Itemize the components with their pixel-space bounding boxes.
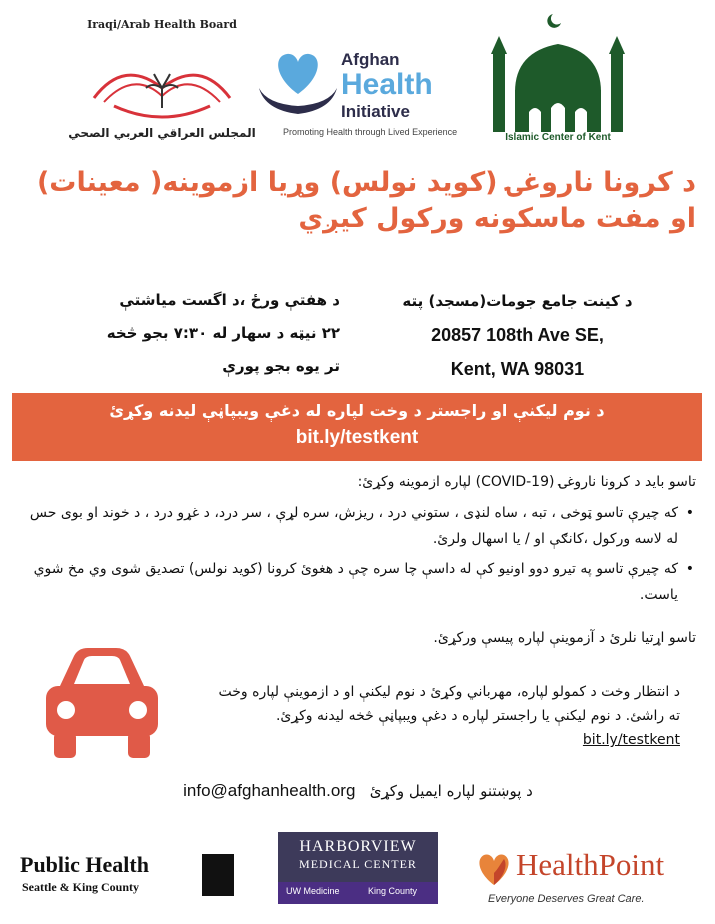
address-line2: Kent, WA 98031 [450,359,585,379]
testing-intro: تاسو باید د کرونا ناروغۍ (COVID-19) لپاره ازموینه وکړئ: [357,474,696,490]
symptom-list [20,500,696,612]
car-icon [40,642,164,766]
heart-palm-icon [84,58,240,122]
afghan-logo-line3: Initiative [341,102,410,121]
healthpoint-logo [474,845,699,915]
public-health-logo [20,852,250,900]
harborview-line4: King County [368,886,418,896]
afghan-logo-line2: Health [341,68,433,101]
islamic-logo-name: Islamic Center of Kent [505,132,611,143]
wait-time-info [205,680,680,752]
iraqi-arab-health-board-logo [62,18,262,148]
harborview-logo [278,832,438,904]
public-health-line1: Public Health [20,852,149,877]
wait-link[interactable]: bit.ly/testkent [582,732,680,748]
iraqi-logo-name: Iraqi/Arab Health Board [87,18,237,31]
healthpoint-name: HealthPoint [516,847,665,882]
date-line1: د هفتې ورځ ،د اگست میاشتې [119,291,340,309]
harborview-line2: MEDICAL CENTER [299,857,417,871]
healthpoint-tagline: Everyone Deserves Great Care. [488,893,645,905]
event-date [20,284,340,383]
afghan-health-initiative-logo [255,48,460,143]
mosque-icon [487,12,629,134]
address-line1: 20857 108th Ave SE, [431,325,604,345]
email-address[interactable]: info@afghanhealth.org [183,781,356,800]
islamic-center-of-kent-logo [487,12,629,149]
wait-text: د انتظار وخت د کمولو لپاره، مهرباني وکړئ د نوم لیکنې او د ازموینې لپاره وخت ته راشئ. د نوم لیکنې یا راجستر لپاره د دغې ویبپاڼې څخه لیدنه وکړئ. [218,684,680,724]
event-location [340,284,695,386]
place-label: د کینت جامع جومات(مسجد) پته [402,292,633,310]
page-title: د کرونا ناروغۍ (کوید نولس) وړیا ازموینه( معینات) او مفت ماسکونه ورکول کیږي [36,167,696,234]
afghan-logo-tagline: Promoting Health through Lived Experience [283,127,458,137]
heart-logo-icon [474,849,514,889]
list-item: • که چیرې تاسو ټوخی ، تبه ، ساه لنډی ، ستوني درد ، ریزش، سره لړې ، سر درد، د غړو درد ، د خوند او بوی حس له لاسه ورکول ،کانګې او / یا اسهال ولرئ. [20,500,696,552]
banner-text: د نوم لیکنې او راجستر د وخت لپاره له دغې ویبپاڼې لیدنه وکړئ [109,401,605,420]
banner-link[interactable]: bit.ly/testkent [295,427,419,448]
iraqi-logo-arabic: المجلس العراقي العربي الصحي [68,126,256,140]
free-testing-note: تاسو اړتیا نلرئ د آزموینې لپاره پیسې ورکړئ. [433,630,696,646]
list-item: • که چیرې تاسو په تیرو دوو اونیو کې له داسې چا سره چې د هغوئ کرونا (کوید نولس) تصدیق شوی وي مخ شوي یاست. [20,556,696,608]
date-line3: تر یوه بجو پورې [222,357,340,375]
contact-line [20,781,696,801]
email-label: د پوښتنو لپاره ایمیل وکړئ [369,782,533,800]
afghan-logo-line1: Afghan [341,50,400,69]
portrait-icon [202,854,234,896]
harborview-line3: UW Medicine [286,886,340,896]
harborview-line1: HARBORVIEW [299,838,417,855]
public-health-line2: Seattle & King County [22,880,139,894]
heart-hands-icon [255,48,341,124]
date-line2: ۲۲ نیټه د سهار له ۷:۳۰ بجو څخه [106,324,340,342]
registration-banner [12,393,702,461]
